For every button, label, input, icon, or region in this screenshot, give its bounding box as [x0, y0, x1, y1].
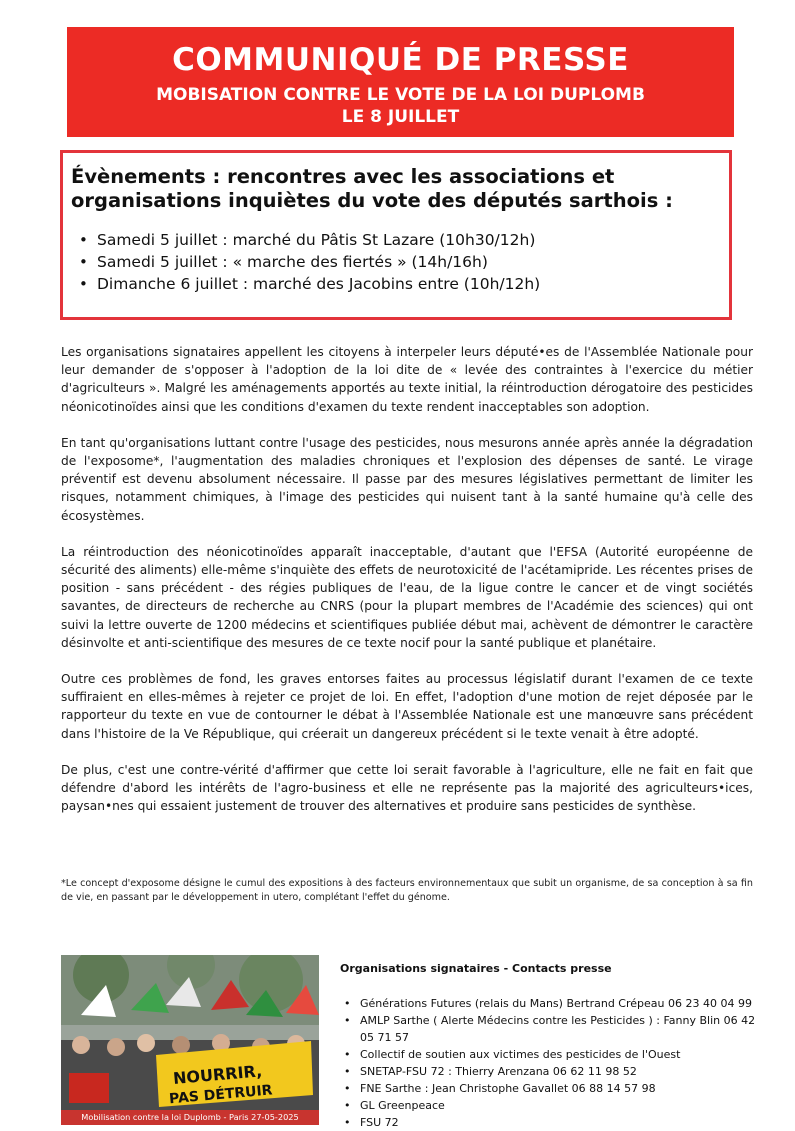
signatory-item: • AMLP Sarthe ( Alerte Médecins contre les Pesticides ) : Fanny Blin 06 42 05 71 57 [360, 1012, 768, 1046]
events-heading [71, 165, 729, 213]
signatory-item: • FNE Sarthe : Jean Christophe Gavallet 06 88 14 57 98 [360, 1080, 768, 1097]
press-release-banner [67, 27, 734, 137]
event-item: • Dimanche 6 juillet : marché des Jacobins entre (10h/12h) [97, 273, 729, 295]
event-item: • Samedi 5 juillet : « marche des fiertés » (14h/16h) [97, 251, 729, 273]
protest-illustration [61, 955, 319, 1125]
event-item: • Samedi 5 juillet : marché du Pâtis St Lazare (10h30/12h) [97, 229, 729, 251]
footnote: *Le concept d'exposome désigne le cumul des expositions à des facteurs environnementaux que subit un organisme, de sa conception à sa fin de vie, en passant par le développement in utero, complétant l'effet du génome. [61, 878, 753, 903]
paragraph: De plus, c'est une contre-vérité d'affirmer que cette loi serait favorable à l'agriculture, elle ne fait en fait que défendre d'abord les intérêts de l'agro-business et elle ne représente pas la majorité des agriculteurs•ices, paysan•nes qui essaient justement de trouver des alternatives et produire sans pesticides de synthèse. [61, 762, 753, 814]
banner-subtitle-line1: MOBISATION CONTRE LE VOTE DE LA LOI DUPLOMB [156, 85, 645, 105]
photo-caption: Mobilisation contre la loi Duplomb - Paris 27-05-2025 [61, 1110, 319, 1125]
events-box [60, 150, 732, 320]
signatories-list [338, 995, 768, 1131]
signatory-item: • GL Greenpeace [360, 1097, 768, 1114]
paragraph: Outre ces problèmes de fond, les graves entorses faites au processus législatif durant l'examen de ce texte suffiraient en elles-mêmes à rejeter ce projet de loi. En effet, l'adoption d'une motion de rejet déposée par le rapporteur du texte en vue de contourner le débat à l'Assemblée Nationale est une manœuvre sans précédent dans l'histoire de la Ve République, qui créerait un dangereux précédent si le texte venait à être adopté. [61, 672, 753, 741]
paragraph: Les organisations signataires appellent les citoyens à interpeler leurs député•es de l'Assemblée Nationale pour leur demander de s'opposer à l'adoption de la loi dite de « levée des contraintes à l'exercice du métier d'agriculteurs ». Malgré les aménagements apportés au texte initial, la réintroduction dérogatoire des pesticides néonicotinoïdes ainsi que les conditions d'examen du texte rendent inacceptables son adoption. [61, 345, 753, 414]
signatories-section [338, 961, 768, 1131]
events-heading-line2: organisations inquiètes du vote des députés sarthois : [71, 189, 673, 212]
signatory-item: • Générations Futures (relais du Mans) Bertrand Crépeau 06 23 40 04 99 [360, 995, 768, 1012]
paragraph: En tant qu'organisations luttant contre l'usage des pesticides, nous mesurons année après année la dégradation de l'exposome*, l'augmentation des maladies chroniques et l'explosion des dépenses de santé. Le virage préventif est devenu absolument nécessaire. Il passe par des mesures législatives permettant de limiter les risques, notamment chimiques, à l'image des pesticides qui nuisent tant à la santé humaine qu'à celle des écosystèmes. [61, 435, 753, 523]
press-release-body [61, 343, 753, 833]
banner-text-1: NOURRIR, [172, 1061, 263, 1089]
paragraph: La réintroduction des néonicotinoïdes apparaît inacceptable, d'autant que l'EFSA (Autorité européenne de sécurité des aliments) elle-même s'inquiète des effets de neurotoxicité de l'acétamipride. Les récentes prises de position - sans précédent - des régies publiques de l'eau, de la ligue contre le cancer et de vingt sociétés savantes, de directeurs de recherche au CNRS (pour la plupart membres de l'Académie des sciences) qui ont suivi la lettre ouverte de 1200 médecins et scientifiques publiée début mai, achèvent de démontrer le caractère désinvolte et anti-scientifique des mesures de ce texte nocif pour la santé publique et planétaire. [61, 544, 753, 650]
banner-title: COMMUNIQUÉ DE PRESSE [172, 42, 629, 78]
signatories-heading: Organisations signataires - Contacts presse [340, 962, 612, 975]
events-heading-line1: Évènements : rencontres avec les associations et [71, 165, 615, 188]
banner-subtitle-line2: LE 8 JUILLET [341, 107, 460, 127]
signatory-item: • SNETAP-FSU 72 : Thierry Arenzana 06 62 11 98 52 [360, 1063, 768, 1080]
events-list [63, 229, 729, 295]
protest-photo [61, 955, 319, 1125]
signatory-item: • Collectif de soutien aux victimes des pesticides de l'Ouest [360, 1046, 768, 1063]
banner-text-2: PAS DÉTRUIR [168, 1082, 274, 1108]
signatory-item: • FSU 72 [360, 1114, 768, 1131]
